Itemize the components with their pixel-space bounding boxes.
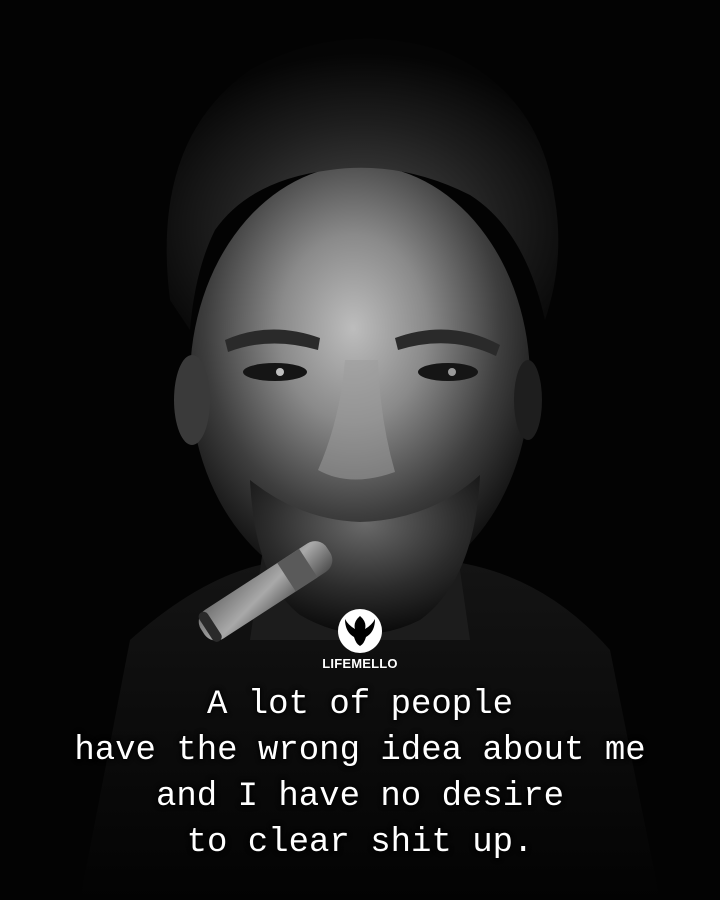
quote-line: A lot of people (206, 686, 514, 724)
phoenix-icon (337, 608, 383, 654)
quote-text (0, 682, 720, 866)
quote-line: to clear shit up. (186, 824, 534, 862)
eye-left (243, 363, 307, 381)
quote-line: and I have no desire (155, 778, 565, 816)
ear-right (514, 360, 542, 440)
brand-name: LIFEMELLO (322, 656, 398, 671)
brand-logo (320, 608, 400, 671)
quote-line: have the wrong idea about me (74, 732, 646, 770)
ear-left (174, 355, 210, 445)
